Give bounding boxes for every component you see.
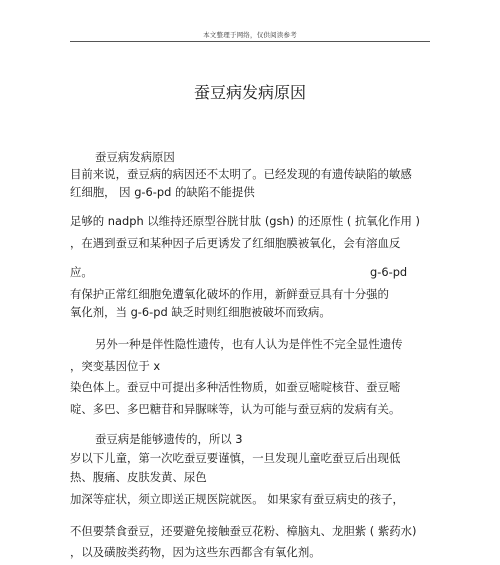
body-line: ，在遇到蚕豆和某种因子后更诱发了红细胞膜被氧化，会有溶血反 [70,236,401,250]
body-line: 加深等症状，须立即送正规医院就医。 如果家有蚕豆病史的孩子， [70,492,404,506]
body-line: 蚕豆病是能够遗传的，所以 3 [95,432,243,446]
body-line: 应。 [70,265,93,279]
body-line: ，突变基因位于 x [70,359,161,373]
page-header: 本文整理于网络，仅供阅读参考 [203,31,297,39]
header-divider [70,41,430,42]
body-line: 另外一种是伴性隐性遗传，也有人认为是伴性不完全显性遗传 [95,337,403,351]
body-line: g-6-pd [370,265,408,279]
body-line: 有保护正常红细胞免遭氧化破坏的作用，新鲜蚕豆具有十分强的 [70,287,389,301]
body-line: 染色体上。蚕豆中可提出多种活性物质，如蚕豆嘧啶核苷、蚕豆嘧 [70,380,401,394]
body-line: 氧化剂，当 g-6-pd 缺乏时则红细胞被破坏而致病。 [70,305,331,319]
body-line: 目前来说，蚕豆病的病因还不太明了。已经发现的有遗传缺陷的敏感 [70,167,412,181]
body-line: 足够的 nadph 以维持还原型谷胱甘肽 (gsh) 的还原性 ( 抗氧化作用 ) [70,214,420,228]
body-line: 红细胞， 因 g-6-pd 的缺陷不能提供 [70,185,255,199]
document-title: 蚕豆病发病原因 [193,83,306,102]
body-line: 热、腹痛、皮肤发黄、尿色 [70,470,207,484]
body-line: ，以及磺胺类药物，因为这些东西都含有氧化剂。 [70,545,321,559]
body-line: 不但要禁食蚕豆，还要避免接触蚕豆花粉、樟脑丸、龙胆紫 ( 紫药水) [70,524,417,538]
section-heading: 蚕豆病发病原因 [95,150,175,164]
body-line: 啶、多巴、多巴糖苷和异脲咪等，认为可能与蚕豆病的发病有关。 [70,402,401,416]
body-line: 岁以下儿童，第一次吃蚕豆要谨慎，一旦发现儿童吃蚕豆后出现低 [70,451,401,465]
